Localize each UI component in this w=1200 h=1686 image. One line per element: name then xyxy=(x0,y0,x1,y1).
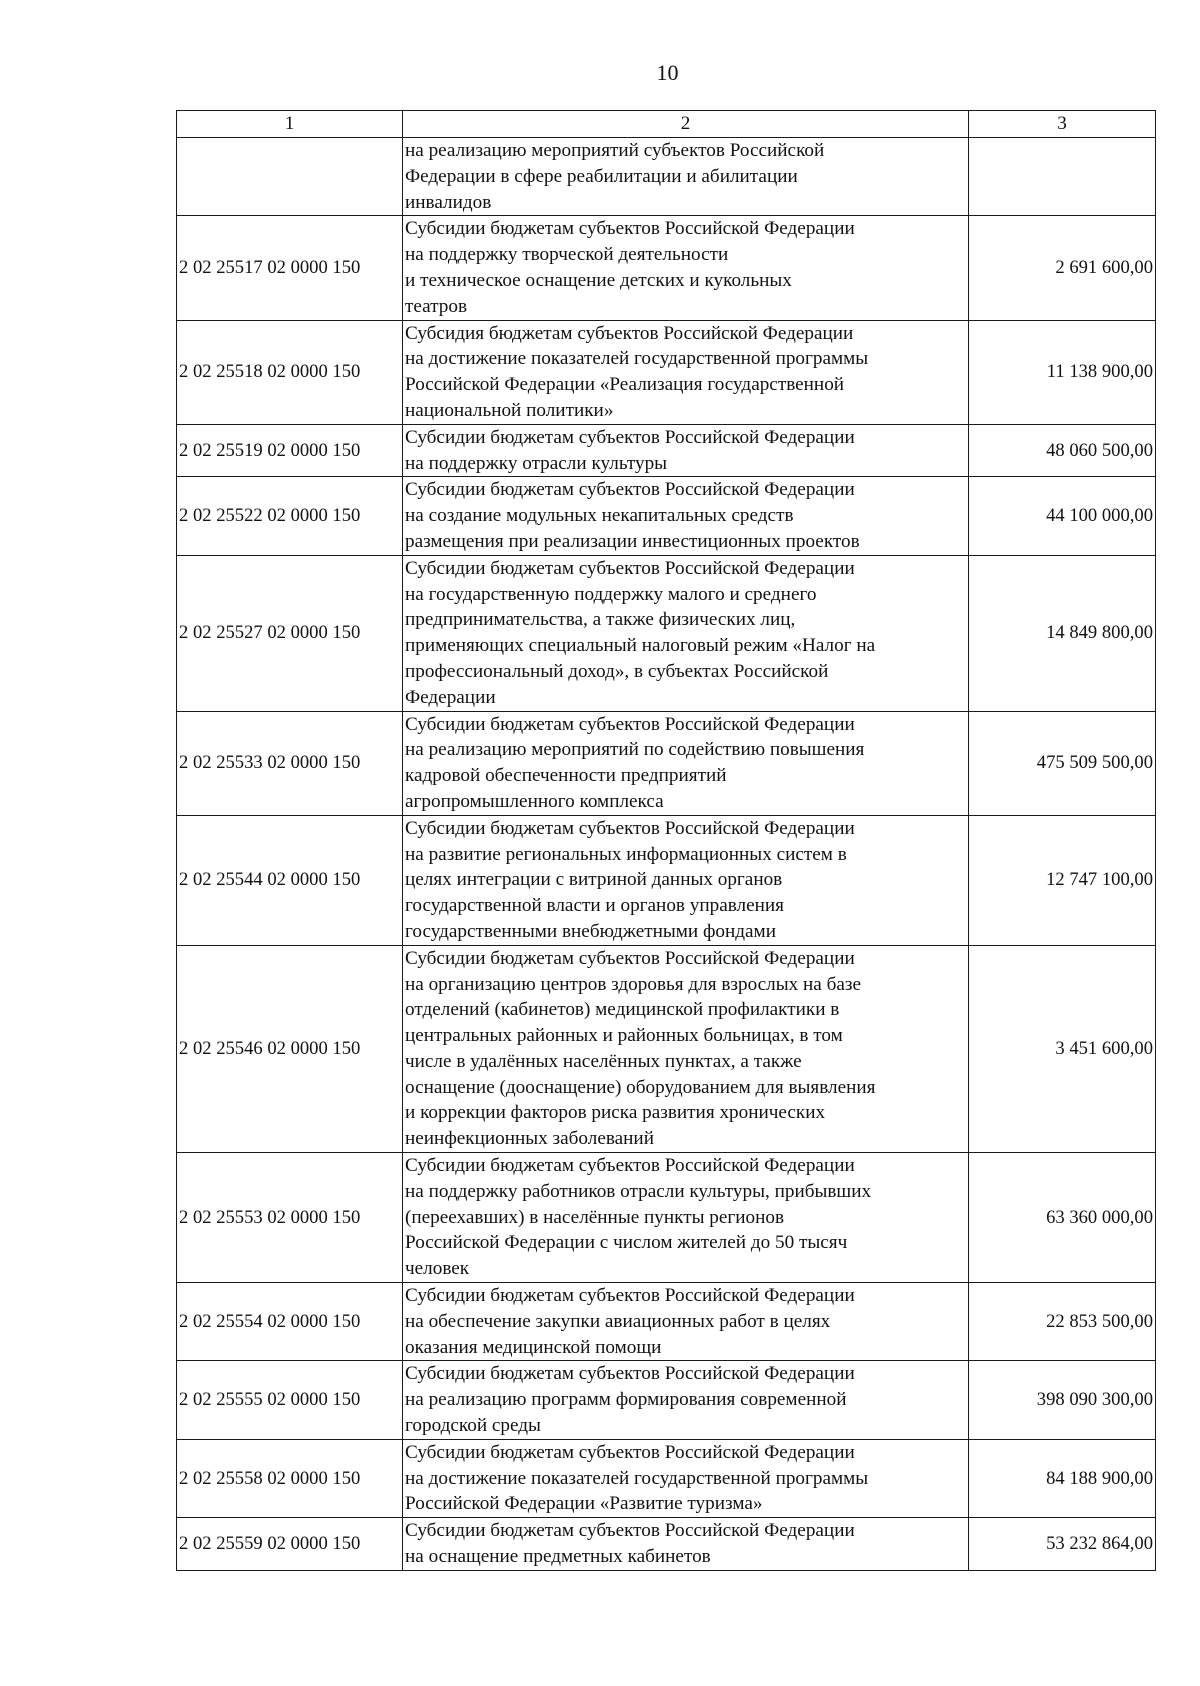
description-line: Федерации в сфере реабилитации и абилитации xyxy=(405,165,798,187)
table-row xyxy=(177,138,1156,216)
income-description xyxy=(403,1283,969,1361)
description-line: на поддержку творческой деятельности xyxy=(405,244,729,266)
description-line: и техническое оснащение детских и кукольных xyxy=(405,269,792,291)
table-row xyxy=(177,424,1156,477)
description-line: на организацию центров здоровья для взрослых на базе xyxy=(405,973,861,995)
income-code: 2 02 25519 02 0000 150 xyxy=(177,424,403,477)
description-line: Российской Федерации с числом жителей до 50 тысяч xyxy=(405,1232,848,1254)
income-code: 2 02 25553 02 0000 150 xyxy=(177,1153,403,1283)
table-row xyxy=(177,1283,1156,1361)
income-description xyxy=(403,1518,969,1571)
description-line: театров xyxy=(405,295,468,317)
header-row xyxy=(177,111,1156,138)
description-line: Субсидии бюджетам субъектов Российской Федерации xyxy=(405,557,855,579)
description-line: применяющих специальный налоговый режим «Налог на xyxy=(405,635,876,657)
income-amount: 14 849 800,00 xyxy=(969,555,1156,711)
table-row xyxy=(177,711,1156,815)
income-amount: 48 060 500,00 xyxy=(969,424,1156,477)
description-line: Субсидии бюджетам субъектов Российской Федерации xyxy=(405,1363,855,1385)
description-line: государственными внебюджетными фондами xyxy=(405,920,776,942)
description-line: Субсидии бюджетам субъектов Российской Федерации xyxy=(405,817,855,839)
description-line: инвалидов xyxy=(405,191,492,213)
table-row xyxy=(177,815,1156,945)
description-line: числе в удалённых населённых пунктах, а также xyxy=(405,1050,802,1072)
description-line: на достижение показателей государственной программы xyxy=(405,348,869,370)
income-amount: 475 509 500,00 xyxy=(969,711,1156,815)
income-amount: 12 747 100,00 xyxy=(969,815,1156,945)
income-code: 2 02 25527 02 0000 150 xyxy=(177,555,403,711)
income-description xyxy=(403,1439,969,1517)
description-line: оказания медицинской помощи xyxy=(405,1336,662,1358)
description-line: на реализацию мероприятий по содействию повышения xyxy=(405,739,865,761)
income-amount xyxy=(969,138,1156,216)
income-code xyxy=(177,138,403,216)
income-code: 2 02 25544 02 0000 150 xyxy=(177,815,403,945)
description-line: на достижение показателей государственной программы xyxy=(405,1467,869,1489)
column-header-2: 2 xyxy=(403,111,969,138)
budget-table xyxy=(176,110,1156,1571)
description-line: на создание модульных некапитальных средств xyxy=(405,505,794,527)
table-row xyxy=(177,1153,1156,1283)
income-amount: 53 232 864,00 xyxy=(969,1518,1156,1571)
description-line: Субсидия бюджетам субъектов Российской Федерации xyxy=(405,322,854,344)
income-amount: 3 451 600,00 xyxy=(969,945,1156,1152)
description-line: на обеспечение закупки авиационных работ в целях xyxy=(405,1310,831,1332)
table-row xyxy=(177,320,1156,424)
income-description xyxy=(403,711,969,815)
description-line: Субсидии бюджетам субъектов Российской Федерации xyxy=(405,1155,855,1177)
page-number: 10 xyxy=(656,60,679,85)
description-line: и коррекции факторов риска развития хронических xyxy=(405,1102,826,1124)
income-amount: 22 853 500,00 xyxy=(969,1283,1156,1361)
description-line: Субсидии бюджетам субъектов Российской Федерации xyxy=(405,1285,855,1307)
description-line: государственной власти и органов управления xyxy=(405,895,784,917)
income-amount: 398 090 300,00 xyxy=(969,1361,1156,1439)
column-header-1: 1 xyxy=(177,111,403,138)
description-line: отделений (кабинетов) медицинской профилактики в xyxy=(405,999,840,1021)
income-code: 2 02 25555 02 0000 150 xyxy=(177,1361,403,1439)
income-amount: 63 360 000,00 xyxy=(969,1153,1156,1283)
table-row xyxy=(177,1518,1156,1571)
income-description xyxy=(403,138,969,216)
description-line: Российской Федерации «Реализация государственной xyxy=(405,374,845,396)
table-row xyxy=(177,216,1156,320)
description-line: на поддержку отрасли культуры xyxy=(405,452,668,474)
income-description xyxy=(403,815,969,945)
income-description xyxy=(403,945,969,1152)
description-line: Субсидии бюджетам субъектов Российской Федерации xyxy=(405,426,855,448)
description-line: кадровой обеспеченности предприятий xyxy=(405,765,727,787)
description-line: на поддержку работников отрасли культуры, прибывших xyxy=(405,1180,872,1202)
income-code: 2 02 25559 02 0000 150 xyxy=(177,1518,403,1571)
table-row xyxy=(177,945,1156,1152)
table-header xyxy=(177,111,1156,138)
description-line: (переехавших) в населённые пункты регионов xyxy=(405,1206,785,1228)
table-body xyxy=(177,138,1156,1571)
column-header-3: 3 xyxy=(969,111,1156,138)
description-line: городской среды xyxy=(405,1415,541,1437)
income-code: 2 02 25558 02 0000 150 xyxy=(177,1439,403,1517)
income-amount: 84 188 900,00 xyxy=(969,1439,1156,1517)
income-amount: 11 138 900,00 xyxy=(969,320,1156,424)
description-line: Субсидии бюджетам субъектов Российской Федерации xyxy=(405,947,855,969)
description-line: Субсидии бюджетам субъектов Российской Федерации xyxy=(405,1520,855,1542)
income-description xyxy=(403,1153,969,1283)
table-row xyxy=(177,1361,1156,1439)
income-description xyxy=(403,320,969,424)
description-line: национальной политики» xyxy=(405,399,614,421)
description-line: агропромышленного комплекса xyxy=(405,790,664,812)
income-code: 2 02 25517 02 0000 150 xyxy=(177,216,403,320)
income-description xyxy=(403,1361,969,1439)
description-line: предпринимательства, а также физических лиц, xyxy=(405,609,796,631)
description-line: человек xyxy=(405,1258,470,1280)
description-line: целях интеграции с витриной данных органов xyxy=(405,869,783,891)
table-row xyxy=(177,477,1156,555)
description-line: профессиональный доход», в субъектах Российской xyxy=(405,660,829,682)
table-row xyxy=(177,1439,1156,1517)
income-amount: 44 100 000,00 xyxy=(969,477,1156,555)
description-line: на реализацию мероприятий субъектов Российской xyxy=(405,140,825,161)
description-line: на государственную поддержку малого и среднего xyxy=(405,583,817,605)
description-line: Федерации xyxy=(405,686,496,708)
description-line: неинфекционных заболеваний xyxy=(405,1128,654,1150)
description-line: на реализацию программ формирования современной xyxy=(405,1389,847,1411)
description-line: размещения при реализации инвестиционных проектов xyxy=(405,530,860,552)
income-description xyxy=(403,424,969,477)
income-description xyxy=(403,477,969,555)
description-line: оснащение (дооснащение) оборудованием для выявления xyxy=(405,1076,876,1098)
table-row xyxy=(177,555,1156,711)
income-description xyxy=(403,216,969,320)
description-line: на оснащение предметных кабинетов xyxy=(405,1546,711,1568)
income-code: 2 02 25533 02 0000 150 xyxy=(177,711,403,815)
income-description xyxy=(403,555,969,711)
description-line: Субсидии бюджетам субъектов Российской Федерации xyxy=(405,1441,855,1463)
income-code: 2 02 25518 02 0000 150 xyxy=(177,320,403,424)
description-line: Российской Федерации «Развитие туризма» xyxy=(405,1493,763,1515)
income-amount: 2 691 600,00 xyxy=(969,216,1156,320)
description-line: Субсидии бюджетам субъектов Российской Федерации xyxy=(405,713,855,735)
income-code: 2 02 25522 02 0000 150 xyxy=(177,477,403,555)
description-line: центральных районных и районных больницах, в том xyxy=(405,1025,843,1047)
description-line: на развитие региональных информационных систем в xyxy=(405,843,847,865)
income-code: 2 02 25554 02 0000 150 xyxy=(177,1283,403,1361)
description-line: Субсидии бюджетам субъектов Российской Федерации xyxy=(405,218,855,240)
description-line: Субсидии бюджетам субъектов Российской Федерации xyxy=(405,479,855,501)
income-code: 2 02 25546 02 0000 150 xyxy=(177,945,403,1152)
